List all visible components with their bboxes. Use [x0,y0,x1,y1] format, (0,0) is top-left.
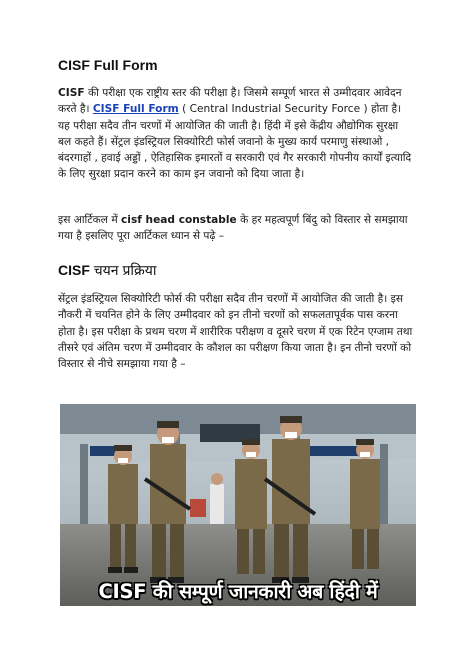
section-heading-selection [58,261,157,280]
note-text-a: इस आर्टिकल में [58,214,122,226]
cisf-full-form-link[interactable]: CISF Full Form [92,103,179,116]
selection-heading-rest: चयन प्रक्रिया [89,262,157,278]
selection-paragraph: सेंट्रल इंडस्ट्रियल सिक्योरिटी फोर्स की परीक्षा सदैव तीन चरणों में आयोजित की जाती है। इस नौकरी में चयनित होने के लिए उम्मीदवार को इन तीनो चरणों को सफलतापूर्वक पास करना होता है। इस परीक्षा के प्रथम चरण में शारीरिक परीक्षण व दूसरे चरण में एक रिटेन एग्जाम तथा तीसरे एवं अंतिम चरण में उम्मीदवार के कौशल का परीक्षण किया जाता है। इन तीनो चरणों को विस्तार से नीचे समझाया गया है – [58,293,413,371]
intro-paragraph [58,85,414,183]
intro-text-b: ( Central Industrial Security Force ) होता है। यह परीक्षा सदैव तीन चरणों में आयोजित की जाती है। हिंदी में इसे केंद्रीय औद्योगिक सुरक्षा बल कहते हैं। सेंट्रल इंडस्ट्रियल सिक्योरिटी फोर्स जवानो के मुख्य कार्य परमाणु संस्थाओ , बंदरगाहों , हवाई अड्डों , ऐतिहासिक इमारतों व सरकारी एवं गैर सरकारी गोपनीय कार्यों इत्यादि के लिए सुरक्षा प्रदान करने का काम इन जवानो को दिया जाता है। [58,103,412,181]
note-text-b: के हर महत्वपूर्ण बिंदु को विस्तार से समझाया गया है इसलिए पूरा आर्टिकल ध्यान से पढ़े – [58,214,408,243]
intro-bold-term: CISF [58,87,85,99]
intro-text-a: की परीक्षा एक राष्ट्रीय स्तर की परीक्षा है। जिसमे सम्पूर्ण भारत से उम्मीदवार आवेदन करते है। [58,87,402,116]
note-bold-term: cisf head constable [121,214,237,226]
photo-caption: CISF की सम्पूर्ण जानकारी अब हिंदी में [98,580,378,603]
section-heading-full-form: CISF Full Form [58,57,158,73]
cisf-soldiers-photo [60,404,416,606]
photo-illustration [60,404,416,606]
article-note-paragraph [58,212,414,245]
selection-heading-bold: CISF [58,262,90,278]
